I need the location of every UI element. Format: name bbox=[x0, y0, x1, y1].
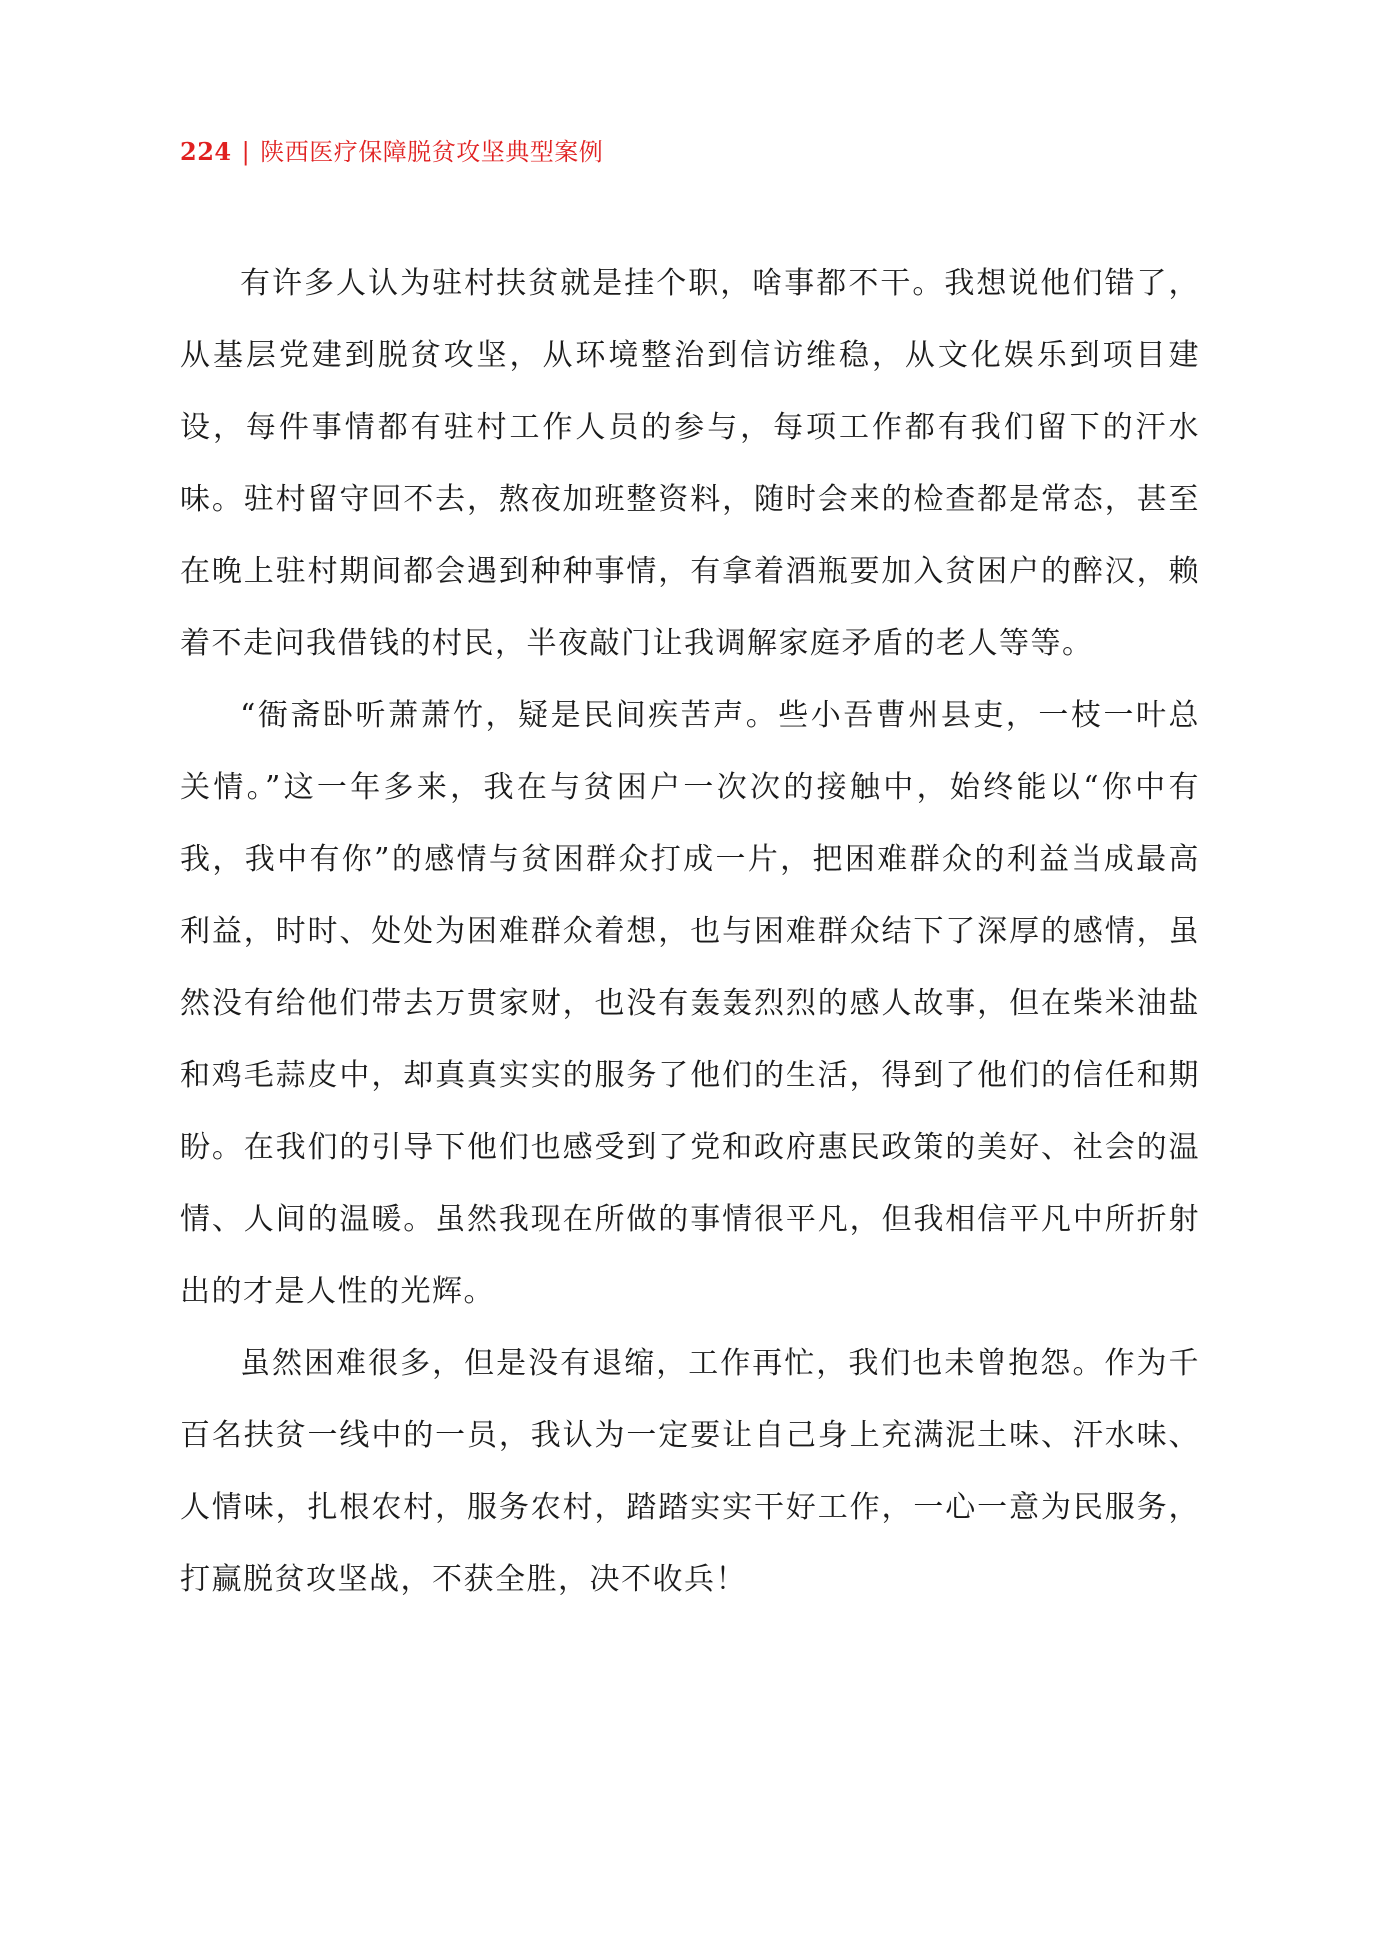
running-header bbox=[180, 132, 603, 167]
page-number: 224 bbox=[180, 137, 232, 166]
book-title: 陕西医疗保障脱贫攻坚典型案例 bbox=[260, 138, 604, 166]
paragraph-1: 有许多人认为驻村扶贫就是挂个职，啥事都不干。我想说他们错了，从基层党建到脱贫攻坚，从环境整治到信访维稳，从文化娱乐到项目建设，每件事情都有驻村工作人员的参与，每项工作都有我们留下的汗水味。驻村留守回不去，熬夜加班整资料，随时会来的检查都是常态，甚至在晚上驻村期间都会遇到种种事情，有拿着酒瓶要加入贫困户的醉汉，赖着不走问我借钱的村民，半夜敲门让我调解家庭矛盾的老人等等。 bbox=[180, 266, 1200, 661]
header-separator: | bbox=[241, 138, 251, 166]
paragraph-3: 虽然困难很多，但是没有退缩，工作再忙，我们也未曾抱怨。作为千百名扶贫一线中的一员，我认为一定要让自己身上充满泥土味、汗水味、人情味，扎根农村，服务农村，踏踏实实干好工作，一心一意为民服务，打赢脱贫攻坚战，不获全胜，决不收兵！ bbox=[180, 1346, 1200, 1597]
body-text bbox=[180, 248, 1200, 1616]
paragraph-2: “衙斋卧听萧萧竹，疑是民间疾苦声。些小吾曹州县吏，一枝一叶总关情。”这一年多来，我在与贫困户一次次的接触中，始终能以“你中有我，我中有你”的感情与贫困群众打成一片，把困难群众的利益当成最高利益，时时、处处为困难群众着想，也与困难群众结下了深厚的感情，虽然没有给他们带去万贯家财，也没有轰轰烈烈的感人故事，但在柴米油盐和鸡毛蒜皮中，却真真实实的服务了他们的生活，得到了他们的信任和期盼。在我们的引导下他们也感受到了党和政府惠民政策的美好、社会的温情、人间的温暖。虽然我现在所做的事情很平凡，但我相信平凡中所折射出的才是人性的光辉。 bbox=[180, 698, 1200, 1309]
